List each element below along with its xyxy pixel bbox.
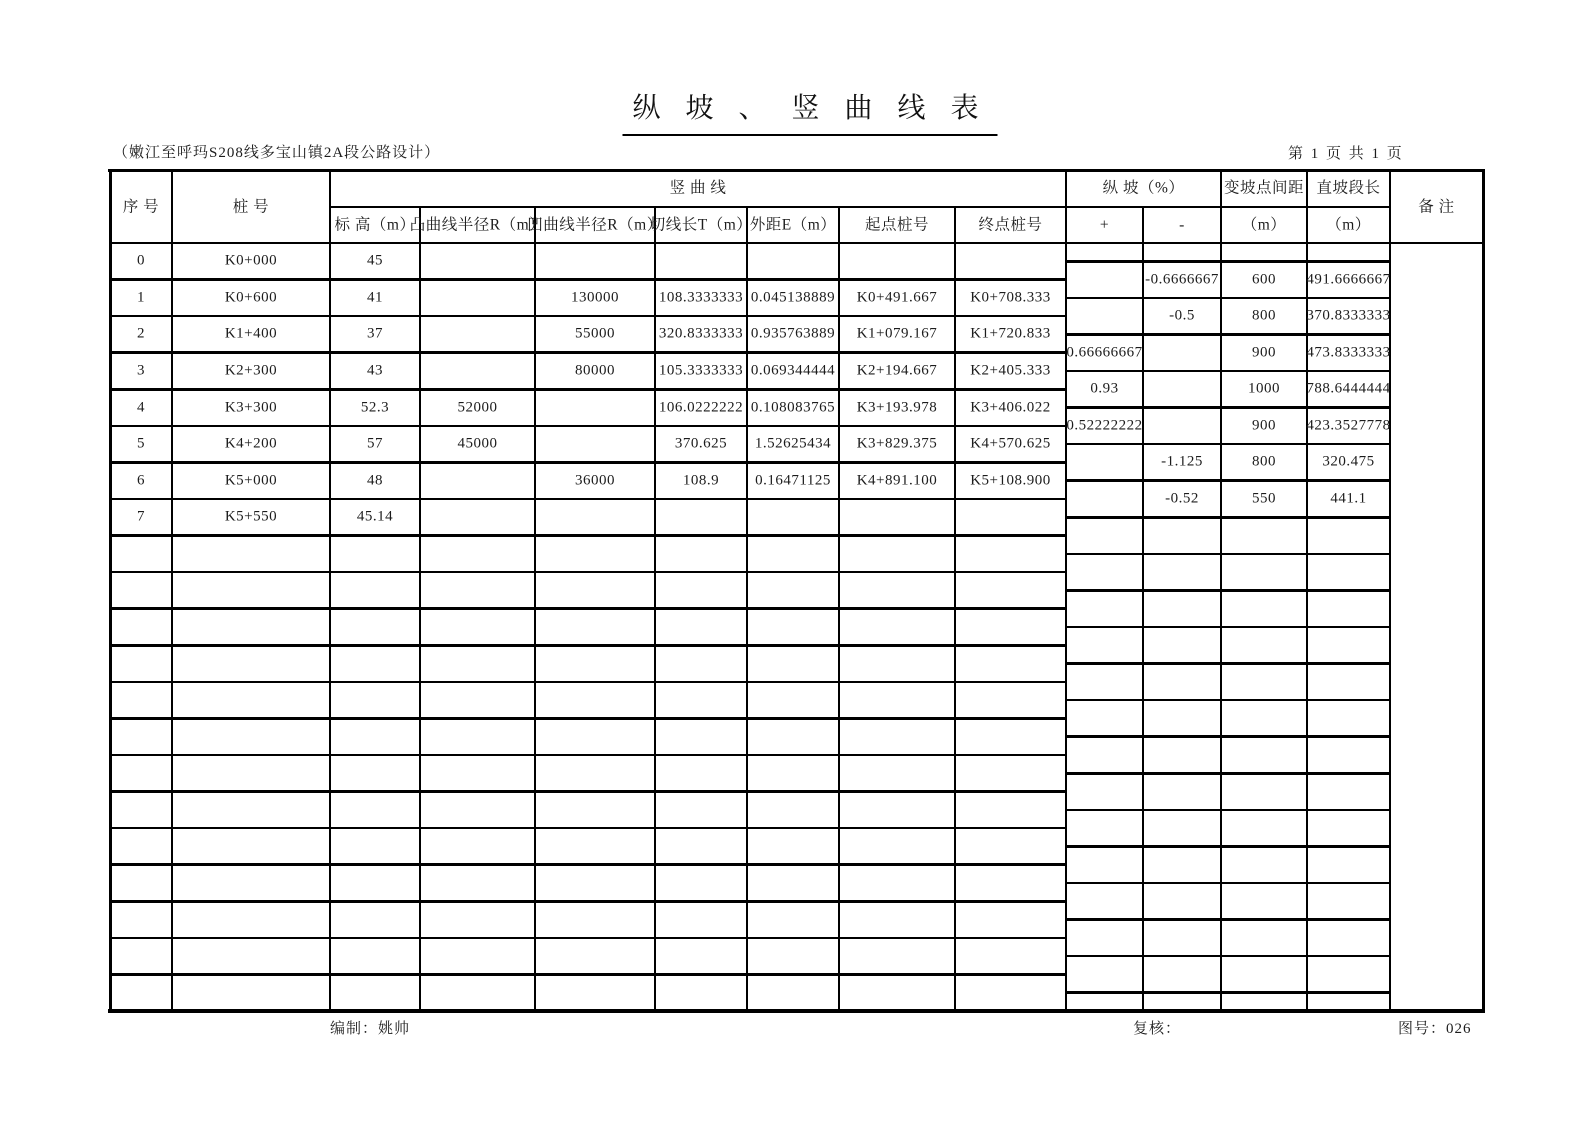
grid-line-h <box>110 827 1066 830</box>
cell-stake: K3+300 <box>224 399 278 416</box>
drawing-number: 图号：026 <box>1398 1021 1472 1037</box>
grid-line-h <box>1066 735 1390 738</box>
project-subtitle: （嫩江至呼玛S208线多宝山镇2A段公路设计） <box>113 145 441 161</box>
cell-seq: 0 <box>137 252 145 269</box>
grid-line-h <box>1066 699 1390 702</box>
cell-stake: K1+400 <box>224 325 278 342</box>
cell-stake: K5+000 <box>224 472 278 489</box>
cell-slope-minus: -1.125 <box>1161 453 1203 470</box>
cell-start: K4+891.100 <box>856 472 938 489</box>
cell-slope-spacing: 550 <box>1252 490 1276 507</box>
cell-stake: K2+300 <box>224 362 278 379</box>
grid-line-h <box>1066 882 1390 885</box>
header-slope-minus: - <box>1179 216 1185 233</box>
grid-line-h <box>1066 845 1390 848</box>
grid-line-h <box>1066 333 1390 336</box>
cell-start: K0+491.667 <box>856 289 938 306</box>
grid-line-h <box>1066 772 1390 775</box>
header-tangent-length: 切线长T（m） <box>649 216 753 233</box>
grid-line-h <box>110 425 1066 428</box>
grid-line-h <box>110 351 1066 354</box>
cell-slope-length: 423.3527778 <box>1306 417 1391 434</box>
reviewed-by: 复核： <box>1133 1021 1182 1037</box>
cell-elevation: 48 <box>367 472 383 489</box>
cell-external: 0.935763889 <box>750 325 836 342</box>
header-seq: 序 号 <box>122 197 160 215</box>
cell-slope-length: 788.6444444 <box>1306 380 1391 397</box>
header-vertical-curve-group: 竖 曲 线 <box>669 179 727 197</box>
cell-seq: 2 <box>137 325 145 342</box>
grid-line-h <box>1066 516 1390 519</box>
cell-elevation: 37 <box>367 325 383 342</box>
cell-tangent: 370.625 <box>674 435 728 452</box>
grid-line-h <box>1066 918 1390 921</box>
compiled-by: 编制：姚帅 <box>330 1021 411 1037</box>
cell-slope-length: 473.8333333 <box>1306 344 1391 361</box>
grid-line-v <box>1389 170 1391 1011</box>
grid-line-h <box>1066 406 1390 409</box>
grid-line-h <box>110 754 1066 757</box>
grid-line-h <box>110 937 1066 940</box>
grid-line-v <box>534 207 536 1012</box>
header-convex-radius: 凸曲线半径R（m） <box>409 216 546 233</box>
grid-line-h <box>110 790 1066 793</box>
grid-line-h <box>108 1009 1485 1013</box>
cell-concave: 36000 <box>575 472 615 489</box>
cell-slope-length: 370.8333333 <box>1306 307 1391 324</box>
grid-line-h <box>1066 297 1390 300</box>
grid-line-v <box>419 207 421 1012</box>
grid-line-h <box>110 534 1066 537</box>
cell-seq: 5 <box>137 435 145 452</box>
cell-slope-length: 320.475 <box>1322 453 1375 470</box>
grid-line-h <box>110 278 1066 281</box>
grid-line-v <box>171 170 173 1011</box>
grid-line-h <box>110 717 1066 720</box>
cell-slope-minus: -0.52 <box>1165 490 1199 507</box>
cell-elevation: 52.3 <box>360 399 390 416</box>
grid-line-v <box>954 207 956 1012</box>
cell-tangent: 105.3333333 <box>658 362 744 379</box>
cell-slope-spacing: 900 <box>1252 417 1276 434</box>
header-elevation: 标 高（m） <box>334 216 416 233</box>
cell-stake: K0+600 <box>224 289 278 306</box>
cell-end: K1+720.833 <box>970 325 1051 342</box>
grid-line-h <box>110 498 1066 501</box>
cell-external: 0.069344444 <box>750 362 836 379</box>
cell-start: K3+193.978 <box>856 399 938 416</box>
grid-line-h <box>1066 662 1390 665</box>
cell-slope-spacing: 800 <box>1252 307 1276 324</box>
cell-external: 1.52625434 <box>754 435 832 452</box>
cell-slope-spacing: 800 <box>1252 453 1276 470</box>
cell-end: K5+108.900 <box>970 472 1051 489</box>
cell-slope-length: 491.6666667 <box>1306 271 1391 288</box>
cell-tangent: 320.8333333 <box>658 325 744 342</box>
cell-seq: 3 <box>137 362 145 379</box>
header-stake: 桩 号 <box>232 197 270 215</box>
grid-line-h <box>1066 479 1390 482</box>
grid-line-h <box>1066 626 1390 629</box>
cell-seq: 6 <box>137 472 145 489</box>
cell-slope-spacing: 1000 <box>1248 380 1280 397</box>
grid-line-h <box>1066 370 1390 373</box>
grid-line-h <box>110 571 1066 574</box>
grid-line-h <box>1066 589 1390 592</box>
grid-line-v <box>1482 169 1485 1014</box>
cell-stake: K4+200 <box>224 435 278 452</box>
grid-line-h <box>110 973 1066 976</box>
cell-slope-spacing: 600 <box>1252 271 1276 288</box>
cell-elevation: 41 <box>367 289 383 306</box>
grid-line-h <box>1066 955 1390 958</box>
grid-line-h <box>110 644 1066 647</box>
header-end-stake: 终点桩号 <box>978 216 1043 233</box>
cell-external: 0.045138889 <box>750 289 836 306</box>
cell-end: K4+570.625 <box>970 435 1051 452</box>
header-remarks: 备 注 <box>1418 197 1455 215</box>
cell-concave: 130000 <box>571 289 619 306</box>
cell-seq: 1 <box>137 289 145 306</box>
cell-end: K2+405.333 <box>970 362 1051 379</box>
grid-line-h <box>110 242 1483 245</box>
cell-elevation: 45 <box>367 252 383 269</box>
cell-elevation: 45.14 <box>356 508 394 525</box>
cell-concave: 80000 <box>575 362 615 379</box>
grid-line-v <box>1306 170 1308 1011</box>
grid-line-v <box>746 207 748 1012</box>
grid-line-h <box>1066 809 1390 812</box>
cell-slope-plus: 0.93 <box>1090 380 1119 397</box>
cell-seq: 4 <box>137 399 145 416</box>
cell-tangent: 108.9 <box>682 472 720 489</box>
cell-start: K1+079.167 <box>856 325 938 342</box>
header-external-distance: 外距E（m） <box>749 216 837 233</box>
cell-concave: 55000 <box>575 325 615 342</box>
grid-line-h <box>330 206 1390 208</box>
grid-line-h <box>110 900 1066 903</box>
grid-line-v <box>1065 170 1067 1011</box>
header-spacing-unit: （m） <box>1241 216 1287 233</box>
grid-line-v <box>654 207 656 1012</box>
header-slope-group: 纵 坡（%） <box>1102 179 1185 197</box>
grid-line-h <box>1066 260 1390 263</box>
cell-convex: 45000 <box>457 435 498 452</box>
cell-slope-minus: -0.5 <box>1169 307 1195 324</box>
cell-slope-length: 441.1 <box>1330 490 1367 507</box>
cell-elevation: 43 <box>367 362 383 379</box>
cell-external: 0.16471125 <box>755 472 831 489</box>
cell-tangent: 108.3333333 <box>658 289 744 306</box>
grid-line-v <box>838 207 840 1012</box>
cell-tangent: 106.0222222 <box>658 399 744 416</box>
cell-slope-plus: 0.66666667 <box>1066 344 1143 361</box>
cell-elevation: 57 <box>367 435 383 452</box>
page-indicator: 第 1 页 共 1 页 <box>1288 146 1404 162</box>
cell-convex: 52000 <box>457 399 498 416</box>
cell-end: K0+708.333 <box>970 289 1051 306</box>
grid-line-v <box>329 170 331 1011</box>
grid-line-h <box>110 388 1066 391</box>
header-straight-slope-length: 直坡段长 <box>1316 179 1381 197</box>
cell-slope-minus: -0.6666667 <box>1145 271 1219 288</box>
header-grade-point-spacing: 变坡点间距 <box>1223 179 1305 197</box>
cell-stake: K0+000 <box>224 252 278 269</box>
grid-line-h <box>1066 553 1390 556</box>
grid-line-h <box>110 863 1066 866</box>
grid-line-h <box>1066 443 1390 446</box>
grid-line-h <box>1066 991 1390 994</box>
page-title: 纵 坡 、 竖 曲 线 表 <box>622 86 997 136</box>
cell-start: K2+194.667 <box>856 362 938 379</box>
header-straight-length-unit: （m） <box>1326 216 1371 233</box>
cell-end: K3+406.022 <box>970 399 1051 416</box>
header-concave-radius: 凹曲线半径R（m） <box>527 216 663 233</box>
cell-start: K3+829.375 <box>856 435 938 452</box>
cell-slope-spacing: 900 <box>1252 344 1276 361</box>
cell-external: 0.108083765 <box>750 399 836 416</box>
grid-line-h <box>110 607 1066 610</box>
cell-slope-plus: 0.52222222 <box>1066 417 1143 434</box>
grid-line-h <box>110 315 1066 318</box>
grid-line-v <box>1142 207 1144 1012</box>
grid-line-v <box>1220 170 1222 1011</box>
cell-seq: 7 <box>137 508 145 525</box>
cell-stake: K5+550 <box>224 508 278 525</box>
grid-line-h <box>110 681 1066 684</box>
grid-line-h <box>110 461 1066 464</box>
grid-line-v <box>109 169 112 1014</box>
grid-line-h <box>108 169 1485 172</box>
header-slope-plus: + <box>1099 216 1110 233</box>
header-start-stake: 起点桩号 <box>864 216 930 233</box>
